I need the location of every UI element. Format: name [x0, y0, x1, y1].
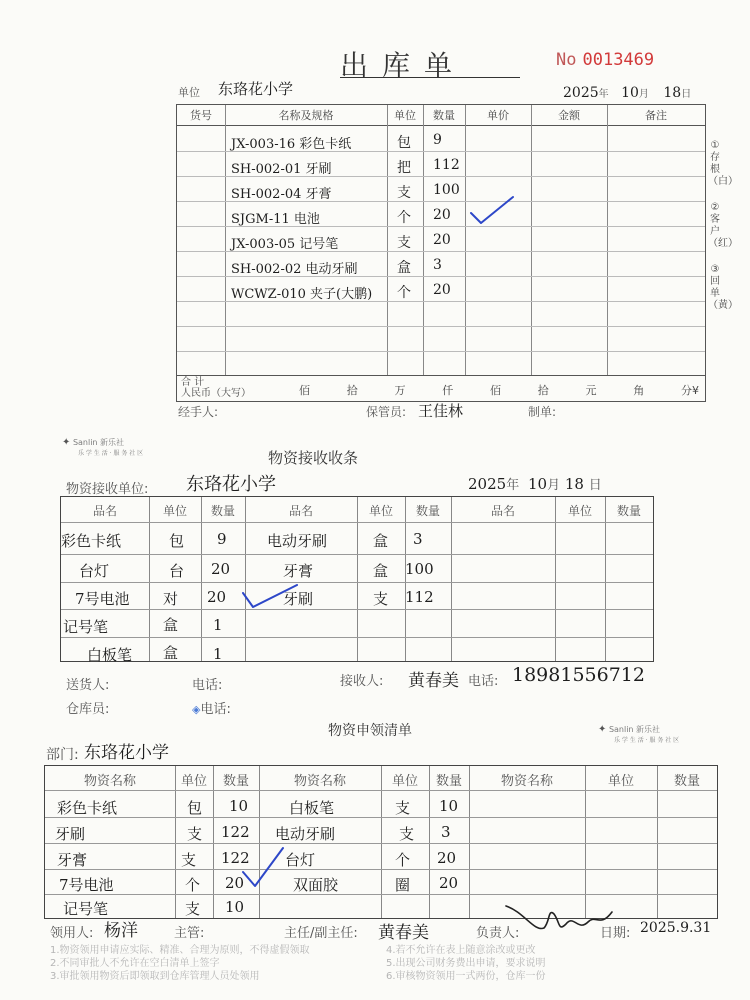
logo-mark-icon: ✦	[598, 724, 607, 735]
note-line: 2.不同审批人不允许在空白清单上签字	[50, 958, 220, 969]
checkmark-icon	[241, 583, 299, 609]
receipt-row-3-unit-b: 支	[373, 590, 389, 608]
receipt-row-5-name-a: 白板笔	[87, 646, 133, 664]
requisition-row-3-name-a: 牙膏	[57, 851, 88, 869]
total-unit: 仟	[442, 384, 454, 397]
requisition-row-1-name-a: 彩色卡纸	[57, 799, 118, 817]
row-divider	[61, 554, 653, 555]
requisition-row-5-qty-a: 10	[225, 898, 245, 916]
copy-note: ①存根（白）	[708, 140, 738, 187]
requisition-row-4-unit-a: 个	[185, 876, 201, 894]
total-unit: 佰	[299, 384, 310, 397]
outbound-table-header	[177, 105, 705, 126]
receipt-row-3-name-a: 7号电池	[75, 590, 130, 608]
header-item-name: 物资名称	[293, 774, 346, 789]
requisition-row-4-qty-b: 20	[439, 874, 459, 892]
receipt-row-3-qty-a: 20	[207, 588, 227, 606]
outbound-row-6-name: SH-002-02 电动牙刷	[231, 262, 358, 277]
header-unit: 单位	[607, 774, 634, 789]
requisition-row-4-name-b: 双面胶	[293, 876, 339, 894]
row-divider	[61, 522, 653, 523]
header-name: 品名	[92, 504, 117, 518]
signature-scribble-icon	[504, 902, 614, 938]
header-qty: 数量	[616, 504, 641, 518]
logo-text: Sanlin 新乐社	[608, 725, 661, 734]
total-unit: 拾	[346, 384, 358, 397]
column-divider	[531, 105, 532, 375]
requisition-table	[44, 765, 718, 919]
column-divider	[607, 105, 608, 375]
date-month: 10	[621, 85, 639, 101]
requisition-row-1-unit-b: 支	[395, 799, 411, 817]
row-divider	[61, 637, 653, 638]
outbound-row-4-unit: 个	[397, 210, 411, 226]
header-name-spec: 名称及规格	[278, 109, 334, 122]
outbound-row-1-qty: 9	[433, 132, 442, 148]
warehouse-phone-label	[192, 698, 231, 717]
header-name: 品名	[288, 504, 313, 518]
requisition-row-5-unit-a: 支	[185, 900, 201, 918]
serial-value: 0013469	[582, 50, 655, 70]
header-item-name: 物资名称	[83, 774, 136, 789]
receipt-row-3-qty-b: 112	[405, 588, 434, 606]
date-month-suffix: 月	[547, 478, 561, 493]
date-month-suffix: 月	[638, 89, 649, 100]
column-divider	[465, 105, 466, 375]
checkmark-icon	[469, 193, 515, 227]
header-unit: 单位	[368, 504, 393, 518]
outbound-row-1-unit: 包	[397, 135, 411, 151]
requisition-row-1-qty-b: 10	[439, 797, 459, 815]
outbound-row-7-unit: 个	[397, 285, 411, 301]
receipt-row-1-unit-b: 盒	[373, 532, 389, 550]
title-underline	[340, 77, 520, 78]
note-line: 1.物资领用申请应实际、精准、合理为原则，不得虚假领取	[50, 945, 310, 956]
requisition-row-1-unit-a: 包	[187, 799, 203, 817]
handler-label: 经手人:	[178, 405, 219, 419]
row-divider	[177, 351, 705, 352]
header-name: 品名	[490, 504, 515, 518]
maker-label: 制单:	[528, 405, 557, 419]
row-divider	[45, 869, 717, 870]
dept-label: 部门:	[46, 747, 79, 763]
date-day-suffix: 日	[588, 478, 602, 493]
requisition-row-4-unit-b: 圈	[395, 876, 411, 894]
date-day: 18	[663, 85, 682, 101]
receipt-row-4-name-a: 记号笔	[63, 618, 109, 636]
logo-mark-icon: ✦	[62, 437, 71, 448]
requisition-row-4-qty-a: 20	[225, 874, 245, 892]
outbound-row-2-qty: 112	[433, 157, 460, 173]
receipt-row-5-qty-a: 1	[213, 645, 223, 663]
receiver-signature: 黄春美	[408, 671, 459, 691]
outbound-row-6-unit: 盒	[397, 260, 411, 276]
header-qty: 数量	[433, 109, 455, 122]
total-unit: 佰	[490, 384, 501, 397]
date-month: 10	[527, 475, 548, 493]
receipt-row-3-name-b: 牙刷	[283, 590, 314, 608]
header-item-no: 货号	[190, 109, 212, 122]
date-year-suffix: 年	[598, 89, 609, 100]
outbound-row-3-qty: 100	[433, 182, 460, 198]
header-unit: 单位	[391, 774, 418, 789]
requisition-row-2-qty-b: 3	[441, 823, 451, 841]
note-line: 4.若不允许在表上随意涂改或更改	[386, 945, 536, 956]
checkmark-icon	[241, 846, 285, 890]
requisition-row-5-name-a: 记号笔	[63, 900, 109, 918]
requisition-row-4-name-a: 7号电池	[59, 876, 114, 894]
logo-text: Sanlin 新乐社	[72, 438, 125, 447]
requisition-row-3-unit-b: 个	[395, 851, 411, 869]
outbound-row-2-name: SH-002-01 牙刷	[231, 162, 332, 177]
total-label-line-2: 人民币（大写）	[181, 388, 251, 399]
total-unit: 分¥	[681, 384, 699, 397]
warehouse-label: 仓库员:	[66, 702, 110, 717]
director-signature: 黄春美	[378, 923, 429, 943]
row-divider	[45, 790, 717, 791]
requisition-row-3-name-b: 台灯	[285, 851, 316, 869]
header-unit: 单位	[180, 774, 207, 789]
requisition-logo	[598, 724, 679, 744]
row-divider	[61, 582, 653, 583]
date-day: 18	[564, 475, 584, 493]
header-unit: 单位	[567, 504, 592, 518]
row-divider	[177, 326, 705, 327]
column-divider	[423, 105, 424, 375]
date-year: 2025	[468, 475, 507, 493]
copy-note: ③回单（黄）	[708, 264, 738, 311]
applicant-label: 领用人:	[50, 926, 94, 941]
note-line: 3.审批领用物资后即领取到仓库管理人员处领用	[50, 971, 260, 982]
row-divider	[45, 843, 717, 844]
sender-phone-label: 电话:	[192, 678, 223, 693]
outbound-row-1-name: JX-003-16 彩色卡纸	[231, 137, 352, 152]
requisition-row-2-name-b: 电动牙刷	[275, 825, 336, 843]
outbound-row-5-name: JX-003-05 记号笔	[231, 237, 339, 252]
outbound-row-5-qty: 20	[433, 232, 451, 248]
total-unit: 万	[394, 384, 406, 397]
serial-number	[556, 50, 654, 70]
receiver-label: 接收人:	[340, 674, 384, 689]
copy-notes	[708, 140, 738, 312]
receipt-date	[468, 474, 602, 493]
header-qty: 数量	[673, 774, 700, 789]
outbound-date	[563, 85, 691, 101]
outbound-row-6-qty: 3	[433, 257, 442, 273]
total-unit: 角	[633, 384, 645, 397]
header-qty: 数量	[415, 504, 440, 518]
sender-label: 送货人:	[66, 678, 110, 693]
receipt-table	[60, 496, 654, 662]
row-divider	[45, 894, 717, 895]
outbound-table	[176, 104, 706, 402]
outbound-row-5-unit: 支	[397, 235, 411, 251]
header-unit: 单位	[162, 504, 187, 518]
date-label: 日期:	[600, 926, 631, 941]
dept-value: 东珞花小学	[84, 743, 169, 763]
logo-subtitle: 乐 学 生 活 · 服 务 社 区	[78, 450, 144, 457]
receipt-title: 物资接收收条	[268, 449, 359, 467]
receipt-row-1-qty-a: 9	[217, 530, 227, 548]
receiver-phone-label: 电话:	[468, 674, 499, 689]
header-remark: 备注	[645, 109, 667, 122]
outbound-row-2-unit: 把	[397, 160, 411, 176]
row-divider	[61, 609, 653, 610]
keeper-label: 保管员:	[366, 405, 407, 419]
warehouse-phone-label-text: 电话:	[200, 702, 231, 717]
receipt-row-2-unit-b: 盒	[373, 562, 389, 580]
logo-subtitle: 乐 学 生 活 · 服 务 社 区	[614, 737, 680, 744]
copy-note: ②客户（红）	[708, 202, 738, 249]
serial-prefix: No	[556, 50, 577, 70]
column-divider	[225, 105, 226, 375]
date-year-suffix: 年	[506, 478, 520, 493]
header-amount: 金额	[558, 109, 580, 122]
requisition-row-2-unit-a: 支	[187, 825, 203, 843]
keeper-signature: 王佳林	[418, 402, 464, 420]
total-units	[299, 382, 699, 398]
row-divider	[45, 817, 717, 818]
outbound-row-7-qty: 20	[433, 282, 451, 298]
applicant-signature: 杨洋	[104, 921, 138, 941]
outbound-row-3-unit: 支	[397, 185, 411, 201]
date-year: 2025	[563, 85, 599, 101]
receipt-row-2-qty-a: 20	[211, 560, 231, 578]
header-item-name: 物资名称	[500, 774, 553, 789]
receipt-row-1-unit-a: 包	[169, 532, 185, 550]
column-divider	[387, 105, 388, 375]
requisition-row-3-qty-a: 122	[221, 849, 250, 867]
requisition-row-1-name-b: 白板笔	[289, 799, 335, 817]
outbound-row-4-qty: 20	[433, 207, 451, 223]
requisition-row-2-qty-a: 122	[221, 823, 250, 841]
note-line: 6.审核物资领用一式两份，仓库一份	[386, 971, 546, 982]
tape-icon: ◈	[192, 703, 201, 716]
header-unit: 单位	[394, 109, 416, 122]
receipt-row-1-qty-b: 3	[413, 530, 423, 548]
total-unit: 拾	[537, 384, 549, 397]
unit-label: 单位	[178, 86, 200, 99]
responsible-label: 负责人:	[476, 926, 520, 941]
receipt-row-2-name-a: 台灯	[79, 562, 110, 580]
total-label-line-1: 合 计	[181, 377, 205, 388]
receipt-unit-label: 物资接收单位:	[66, 482, 149, 497]
receiver-phone: 18981556712	[512, 664, 645, 686]
supervisor-label: 主管:	[174, 926, 205, 941]
outbound-title: 出库单	[340, 49, 467, 82]
total-label	[181, 377, 251, 399]
unit-value: 东珞花小学	[218, 80, 294, 98]
header-qty: 数量	[435, 774, 462, 789]
requisition-row-3-unit-a: 支	[181, 851, 197, 869]
date-day-suffix: 日	[681, 89, 692, 100]
receipt-row-3-unit-a: 对	[163, 590, 179, 608]
requisition-row-1-qty-a: 10	[229, 797, 249, 815]
receipt-row-1-name-a: 彩色卡纸	[61, 532, 122, 550]
header-price: 单价	[487, 109, 509, 122]
receipt-logo	[62, 437, 143, 457]
receipt-row-4-qty-a: 1	[213, 616, 223, 634]
total-unit: 元	[585, 384, 597, 397]
requisition-row-3-qty-b: 20	[437, 849, 457, 867]
receipt-row-1-name-b: 电动牙刷	[267, 532, 328, 550]
receipt-row-2-unit-a: 台	[169, 562, 185, 580]
total-row	[177, 375, 705, 402]
outbound-row-4-name: SJGM-11 电池	[231, 212, 320, 227]
receipt-row-5-unit-a: 盒	[163, 644, 179, 662]
header-qty: 数量	[222, 774, 249, 789]
header-qty: 数量	[210, 504, 235, 518]
outbound-row-7-name: WCWZ-010 夹子(大鹏)	[231, 287, 373, 302]
notes-right	[386, 944, 706, 983]
date-value: 2025.9.31	[640, 920, 712, 936]
requisition-row-2-name-a: 牙刷	[55, 825, 86, 843]
requisition-row-2-unit-b: 支	[399, 825, 415, 843]
outbound-row-3-name: SH-002-04 牙膏	[231, 187, 332, 202]
requisition-title: 物资申领清单	[328, 723, 412, 739]
receipt-row-2-qty-b: 100	[405, 560, 434, 578]
notes-left	[50, 944, 370, 983]
receipt-unit-value: 东珞花小学	[186, 474, 276, 495]
receipt-row-2-name-b: 牙膏	[283, 562, 314, 580]
note-line: 5.出现公司财务费出申请，要求说明	[386, 958, 546, 969]
receipt-row-4-unit-a: 盒	[163, 616, 179, 634]
director-label: 主任/副主任:	[284, 926, 358, 941]
